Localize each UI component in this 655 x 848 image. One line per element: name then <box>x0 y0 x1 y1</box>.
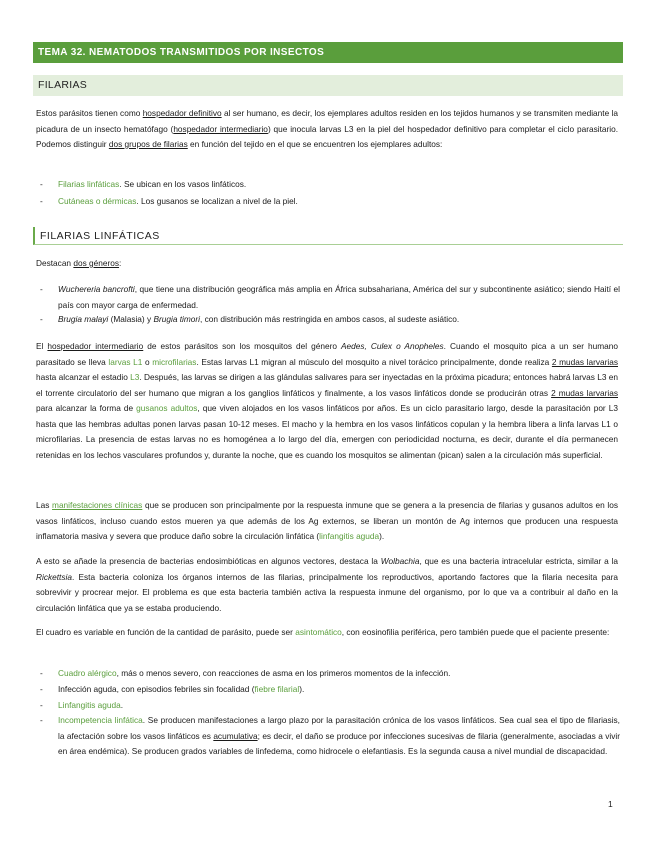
species-name: Wuchereria bancrofti <box>58 284 135 294</box>
term-hospedador-definitivo: hospedador definitivo <box>142 108 222 118</box>
text-run: , con distribución más restringida en ambos casos, al sudeste asiático. <box>200 314 460 324</box>
text-run: , que viven alojados en los vasos linfáticos por años. Es un ciclo parasitario largo, desde la parasitación por L3 hasta que las hembras adultas ponen larvas pasan 10-12 meses. El macho y la hembra en los vasos linfáticos copulan y la hembra libera a linfa larvas L1 o microfilarias. La presencia de estas larvas no es homogénea a lo largo del día, emergen con periodicidad nocturna, es decir, durante el día permanecen retenidas en los lechos vasculares profundos y, durante la noche, que es cuando los mosquitos se alimentan (pican) salen a la circulación más superficial. <box>36 403 618 460</box>
highlight-term: fiebre filarial <box>254 684 300 694</box>
text-run: Destacan <box>36 258 74 268</box>
term-hospedador-intermediario: hospedador intermediario <box>173 123 268 134</box>
highlight-term: larvas L1 <box>108 356 143 367</box>
highlight-term: microfilarias <box>152 356 197 367</box>
term-acumulativa: acumulativa <box>213 730 258 741</box>
clinical-paragraph <box>36 498 618 545</box>
highlight-term: asintomático <box>295 627 342 637</box>
text-run: en función del tejido en el que se encuentren los ejemplares adultos: <box>187 139 443 149</box>
text-run: que se producen son principalmente por la respuesta inmune que se genera a la presencia de filarias y gusanos adultos en los vasos linfáticos, incluso cuando estos mueren ya que además de los Ag externos, se liberan un montón de Ag internos que producen una respuesta inflamatoria masiva y severa que produce daño sobre la circulación linfática ( <box>36 500 618 541</box>
text-run: ). <box>379 531 385 541</box>
text-run: Infección aguda, con episodios febriles sin focalidad ( <box>58 684 255 694</box>
variable-paragraph <box>36 625 618 641</box>
text-run: , que es una bacteria intracelular estricta, similar a la <box>419 556 619 566</box>
text-run: (Malasia) y <box>108 314 154 324</box>
term-dos-generos: dos géneros <box>73 258 120 268</box>
list-item <box>40 177 620 193</box>
text-run: El <box>36 341 48 351</box>
list-item <box>40 713 620 760</box>
list-item <box>40 682 620 698</box>
term: hospedador intermediario <box>47 341 144 351</box>
text-run: . <box>120 700 124 710</box>
text-run: ). <box>299 684 305 694</box>
text-run: o <box>142 356 153 367</box>
bullet: - <box>40 179 43 189</box>
term: 2 mudas larvarias <box>551 387 618 398</box>
intro-paragraph <box>36 106 618 153</box>
list-item <box>40 312 620 328</box>
highlight-term: Linfangitis aguda <box>58 700 121 710</box>
list-item <box>40 282 620 313</box>
species-name: Wolbachia <box>380 556 420 566</box>
bullet: - <box>40 314 43 324</box>
text-run: hasta alcanzar el estadio <box>36 372 131 382</box>
group-label: Filarias linfáticas <box>58 179 120 189</box>
text-run: A esto se añade la presencia de bacterias endosimbióticas en algunos vectores, destaca la <box>36 556 381 566</box>
text-run: . Cuando el mosquito pica a un ser humano parasitado se lleva <box>36 341 618 367</box>
highlight-term: manifestaciones clínicas <box>52 500 143 510</box>
text-run: . Después, las larvas se dirigen a las glándulas salivares para ser inyectadas en la próxima picadura; entonces habrá larvas L3 en el torrente circulatorio del ser humano que migran a los ganglios linfáticos y finalmente, a los vasos linfáticos donde se producirán otras <box>36 372 618 398</box>
cycle-paragraph <box>36 339 618 463</box>
group-label: Cutáneas o dérmicas <box>58 196 137 206</box>
text-run: . Se ubican en los vasos linfáticos. <box>119 179 247 189</box>
species-name: Brugia malayi <box>58 314 109 324</box>
text-run: , que tiene una distribución geográfica más amplia en África subsahariana, América del sur y subcontinente asiático; siendo Haití el país con mayor carga de enfermedad. <box>58 284 620 310</box>
text-run: ; es decir, el daño se produce por infecciones sucesivas de filaria (generalmente, asociadas a vivir en área endémica). Se producen grados variables de linfedema, como hidrocele o elefantiasis. Es la segunda causa a nivel mundial de discapacidad. <box>58 730 620 756</box>
text-run: , con eosinofilia periférica, pero también puede que el paciente presente: <box>341 627 610 637</box>
text-run: , más o menos severo, con reacciones de asma en los primeros momentos de la infección. <box>116 668 451 678</box>
highlight-term: Incompetencia linfática <box>58 715 143 725</box>
text-run: . Los gusanos se localizan a nivel de la piel. <box>136 196 298 206</box>
text-run: . Se producen manifestaciones a largo plazo por la parasitación crónica de los vasos linfáticos. Sea cual sea el tipo de filariasis, la afectación sobre los vasos linfáticos es <box>58 715 620 741</box>
bullet: - <box>40 684 43 694</box>
text-run: El cuadro es variable en función de la cantidad de parásito, puede ser <box>36 627 296 637</box>
text-run: . Esta bacteria coloniza los órganos internos de las filarias, principalmente los reproductivos, aportando factores que la filaria necesita para sobrevivir y procrear mejor. El problema es que esta bacteria también activa la respuesta inmune del organismo, por lo que va a contribuir al daño en la circulación linfática que ya se estaba produciendo. <box>36 571 618 613</box>
text-run: Las <box>36 500 53 510</box>
list-item <box>40 666 620 682</box>
bullet: - <box>40 715 43 725</box>
genus-names: Aedes, Culex o Anopheles <box>340 341 444 351</box>
page-number: 1 <box>608 799 613 809</box>
bullet: - <box>40 668 43 678</box>
term: 2 mudas larvarias <box>551 356 618 367</box>
term-dos-grupos: dos grupos de filarias <box>108 139 188 149</box>
wolbachia-paragraph <box>36 554 618 616</box>
bullet: - <box>40 196 43 206</box>
highlight-term: Cuadro alérgico <box>58 668 117 678</box>
text-run: al ser humano, es decir, los ejemplares adultos residen en los tejidos humanos y se transmiten mediante la picadura de un insecto hematófago ( <box>36 108 618 134</box>
bullet: - <box>40 700 43 710</box>
list-item <box>40 698 620 714</box>
text-run: de estos parásitos son los mosquitos del género <box>143 341 341 351</box>
highlight-term: gusanos adultos <box>136 403 198 413</box>
highlight-term: linfangitis aguda <box>319 531 380 541</box>
bullet: - <box>40 284 43 294</box>
species-name: Rickettsia <box>36 571 72 582</box>
text-run: para alcanzar la forma de <box>36 403 137 413</box>
text-run: Estos parásitos tienen como <box>36 108 143 118</box>
text-run: : <box>119 258 122 268</box>
page-title: TEMA 32. NEMATODOS TRANSMITIDOS POR INSECTOS <box>33 42 623 63</box>
section-heading: FILARIAS <box>33 75 623 96</box>
highlight-term: L3 <box>130 372 140 382</box>
species-name: Brugia timori <box>153 314 201 324</box>
text-run: ) que inocula larvas L3 en la piel del hospedador definitivo para completar el ciclo parasitario. Podemos distinguir <box>36 123 619 149</box>
subsection-heading: FILARIAS LINFÁTICAS <box>33 227 623 245</box>
list-item <box>40 194 620 210</box>
genera-intro <box>36 256 618 272</box>
text-run: . Estas larvas L1 migran al músculo del mosquito a nivel torácico principalmente, donde realiza <box>196 356 552 367</box>
